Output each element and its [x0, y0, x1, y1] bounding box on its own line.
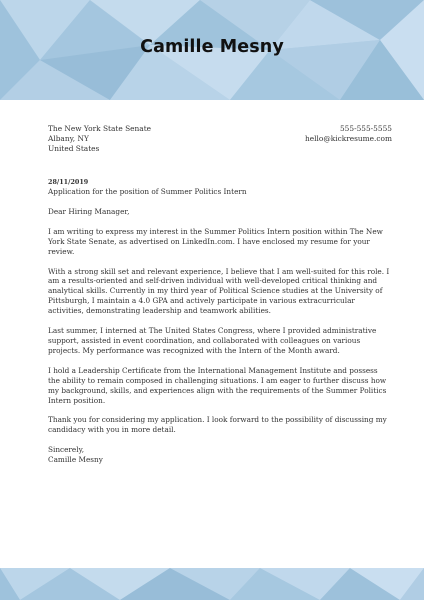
email-address[interactable]: hello@kickresume.com — [305, 134, 392, 144]
signature: Camille Mesny — [48, 455, 103, 465]
paragraph: I hold a Leadership Certificate from the International Management Institute and possess the ability to remain composed in challenging situations. I am eager to further discuss how my background, skills, and experiences align with the requirements of the Summer Politics Intern position. — [48, 365, 387, 405]
footer-pattern — [0, 568, 424, 600]
contact-info — [305, 124, 392, 144]
phone-number: 555-555-5555 — [339, 124, 392, 133]
letter-body — [48, 178, 390, 465]
recipient-line: United States — [48, 144, 100, 154]
paragraph: Thank you for considering my application. I look forward to the possibility of discussing my candidacy with you in more detail. — [48, 415, 387, 435]
applicant-name: Camille Mesny — [140, 37, 284, 57]
footer-band — [0, 568, 424, 600]
recipient-line: Albany, NY — [48, 134, 89, 144]
letter-subject: Application for the position of Summer Politics Intern — [48, 187, 247, 196]
letter-date: 28/11/2019 — [48, 178, 89, 186]
recipient-address — [48, 124, 151, 155]
paragraph: Last summer, I interned at The United States Congress, where I provided administrative support, assisted in event coordination, and collaborated with colleagues on various projects. My performance was recognized with the Intern of the Month award. — [48, 326, 377, 355]
paragraph: With a strong skill set and relevant experience, I believe that I am well-suited for this role. I am a results-oriented and self-driven individual with well-developed critical thinking and analytical skills. Currently in my third year of Political Science studies at the University of Pittsburgh, I maintain a 4.0 GPA and actively participate in various extracurricular activities, demonstrating leadership and teamwork abilities. — [48, 266, 390, 316]
header-band — [0, 0, 424, 100]
salutation: Dear Hiring Manager, — [48, 206, 130, 216]
paragraph: I am writing to express my interest in the Summer Politics Intern position within The New York State Senate, as advertised on LinkedIn.com. I have enclosed my resume for your review. — [48, 226, 383, 256]
recipient-line: The New York State Senate — [48, 124, 152, 133]
closing: Sincerely, — [48, 445, 85, 455]
